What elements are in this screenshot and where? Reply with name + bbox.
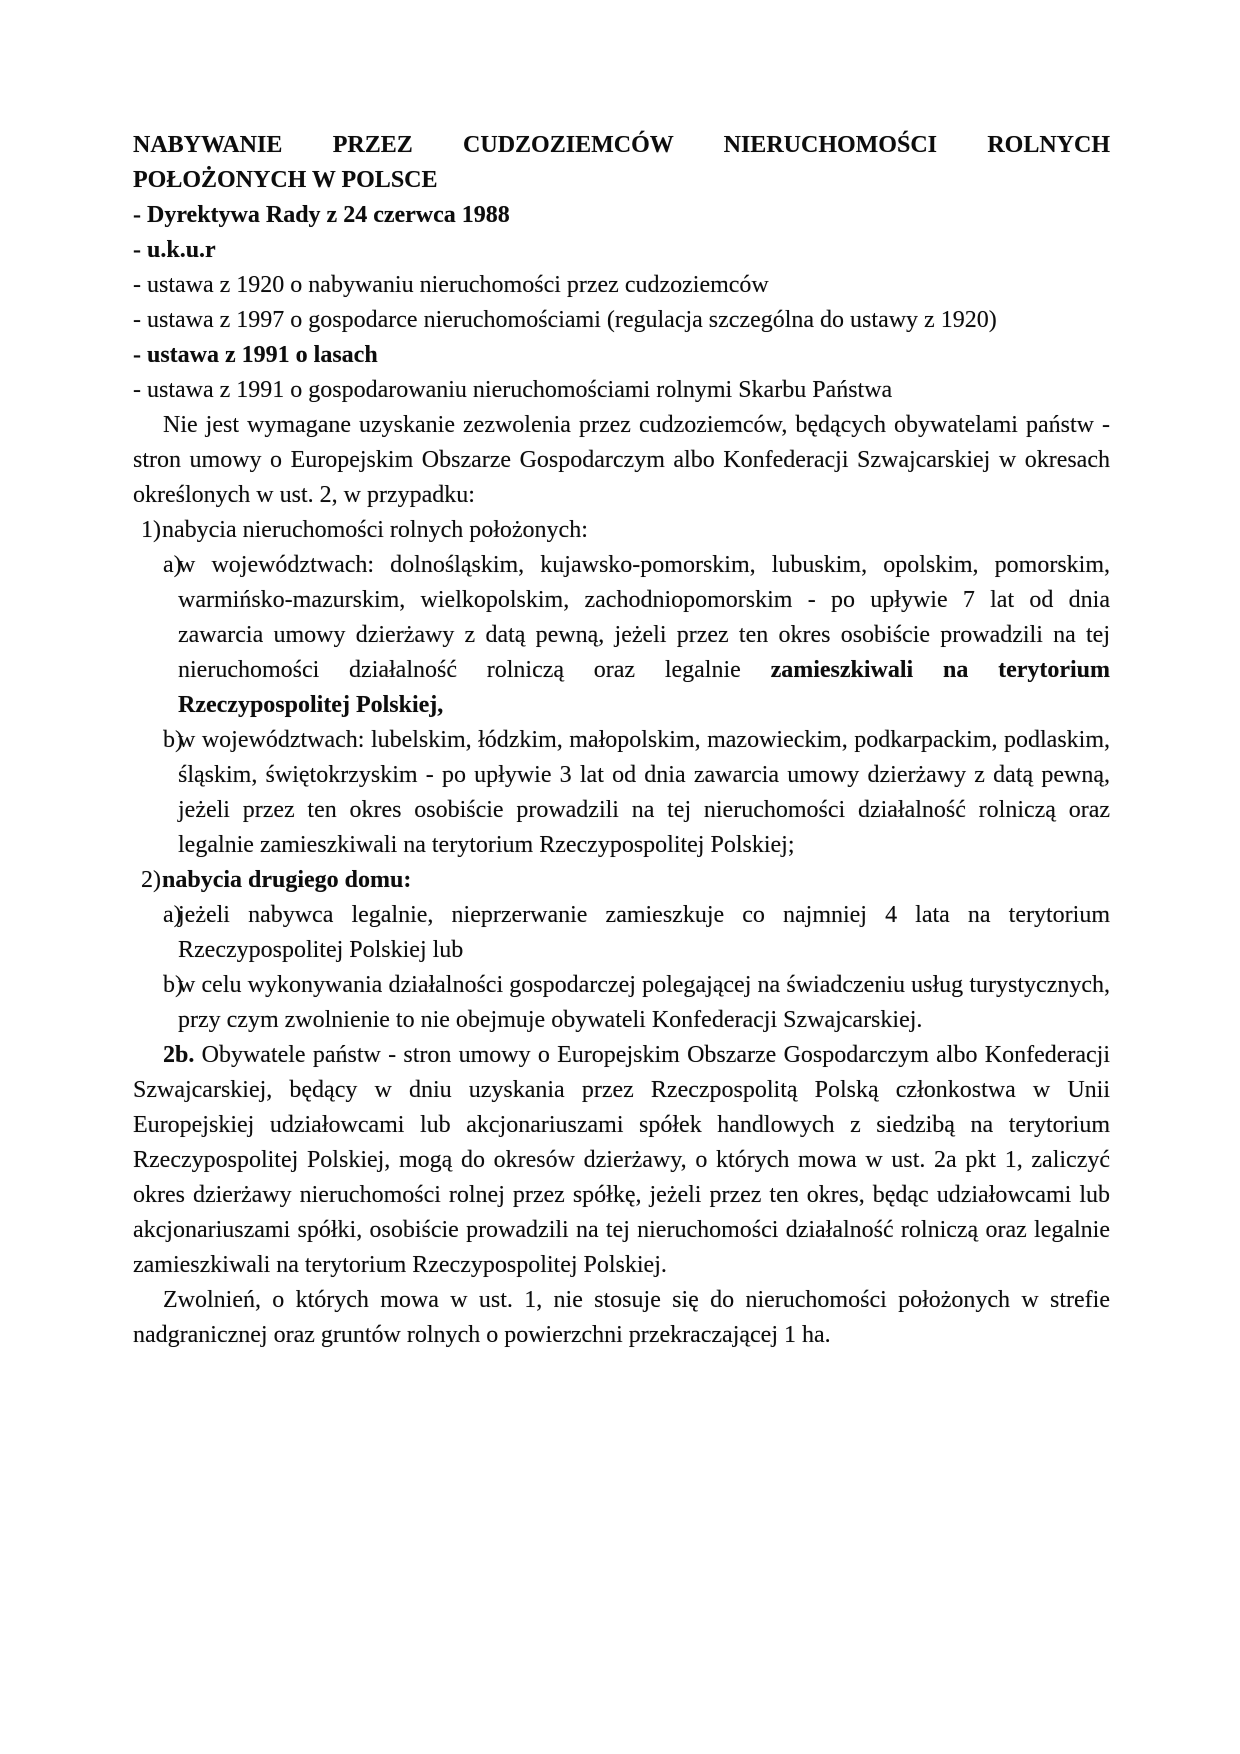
list-item-1a-marker: a)	[163, 552, 182, 578]
list-item-1a-text-emphasis: zamieszkiwali na terytorium Rzeczypospolitej Polskiej,	[178, 657, 1111, 718]
list-item-1a-text: w województwach: dolnośląskim, kujawsko-pomorskim, lubuskim, opolskim, pomorskim, warmińsko-mazurskim, wielkopolskim, zachodniopomorskim - po upływie 7 lat od dnia zawarcia umowy dzierżawy z datą pewną, jeżeli przez ten okres osobiście prowadzili na tej nieruchomości działalność rolniczą oraz legalnie	[178, 552, 1110, 683]
list-item-2-marker: 2)	[141, 867, 161, 893]
paragraph-2b	[133, 1038, 1110, 1283]
closing-paragraph: Zwolnień, o których mowa w ust. 1, nie stosuje się do nieruchomości położonych w strefie nadgranicznej oraz gruntów rolnych o powierzchni przekraczającej 1 ha.	[133, 1287, 1110, 1348]
reference-line-act-1920: - ustawa z 1920 o nabywaniu nieruchomości przez cudzoziemców	[133, 272, 769, 298]
intro-paragraph: Nie jest wymagane uzyskanie zezwolenia przez cudzoziemców, będących obywatelami państw - stron umowy o Europejskim Obszarze Gospodarczym albo Konfederacji Szwajcarskiej w okresach określonych w ust. 2, w przypadku:	[133, 412, 1110, 508]
list-item-2a	[133, 898, 1110, 968]
list-item-1-text: nabycia nieruchomości rolnych położonych:	[162, 517, 588, 543]
list-item-2b	[133, 968, 1110, 1038]
list-item-1b-text: w województwach: lubelskim, łódzkim, małopolskim, mazowieckim, podkarpackim, podlaskim, śląskim, świętokrzyskim - po upływie 3 lat od dnia zawarcia umowy dzierżawy z datą pewną, jeżeli przez ten okres osobiście prowadzili na tej nieruchomości działalność rolniczą oraz legalnie zamieszkiwali na terytorium Rzeczypospolitej Polskiej;	[178, 727, 1110, 858]
list-item-2-text: nabycia drugiego domu:	[162, 867, 412, 893]
list-item-2a-marker: a)	[163, 902, 182, 928]
list-item-2b-marker: b)	[163, 972, 183, 998]
reference-line-ukur: - u.k.u.r	[133, 237, 216, 263]
list-item-1b	[133, 723, 1110, 863]
list-item-2a-text: jeżeli nabywca legalnie, nieprzerwanie zamieszkuje co najmniej 4 lata na terytorium Rzeczypospolitej Polskiej lub	[178, 902, 1110, 963]
list-item-2b-text: w celu wykonywania działalności gospodarczej polegającej na świadczeniu usług turystycznych, przy czym zwolnienie to nie obejmuje obywateli Konfederacji Szwajcarskiej.	[178, 972, 1110, 1033]
paragraph-2b-prefix: 2b.	[163, 1042, 195, 1068]
document-title: NABYWANIE PRZEZ CUDZOZIEMCÓW NIERUCHOMOŚCI ROLNYCH POŁOŻONYCH W POLSCE	[133, 132, 1110, 193]
reference-line-act-1991-forests: - ustawa z 1991 o lasach	[133, 342, 378, 368]
paragraph-2b-text: Obywatele państw - stron umowy o Europejskim Obszarze Gospodarczym albo Konfederacji Szwajcarskiej, będący w dniu uzyskania przez Rzeczpospolitą Polską członkostwa w Unii Europejskiej udziałowcami lub akcjonariuszami spółek handlowych z siedzibą na terytorium Rzeczypospolitej Polskiej, mogą do okresów dzierżawy, o których mowa w ust. 2a pkt 1, zaliczyć okres dzierżawy nieruchomości rolnej przez spółkę, jeżeli przez ten okres, będąc udziałowcami lub akcjonariuszami spółki, osobiście prowadzili na tej nieruchomości działalność rolniczą oraz legalnie zamieszkiwali na terytorium Rzeczypospolitej Polskiej.	[133, 1042, 1111, 1278]
reference-line-directive: - Dyrektywa Rady z 24 czerwca 1988	[133, 202, 510, 228]
reference-line-act-1997: - ustawa z 1997 o gospodarce nieruchomościami (regulacja szczególna do ustawy z 1920)	[133, 307, 997, 333]
list-item-1	[133, 513, 1110, 548]
list-item-1-marker: 1)	[141, 517, 161, 543]
list-item-1a	[133, 548, 1110, 723]
list-item-1b-marker: b)	[163, 727, 183, 753]
reference-line-act-1991-state-land: - ustawa z 1991 o gospodarowaniu nieruchomościami rolnymi Skarbu Państwa	[133, 377, 893, 403]
list-item-2	[133, 863, 1110, 898]
